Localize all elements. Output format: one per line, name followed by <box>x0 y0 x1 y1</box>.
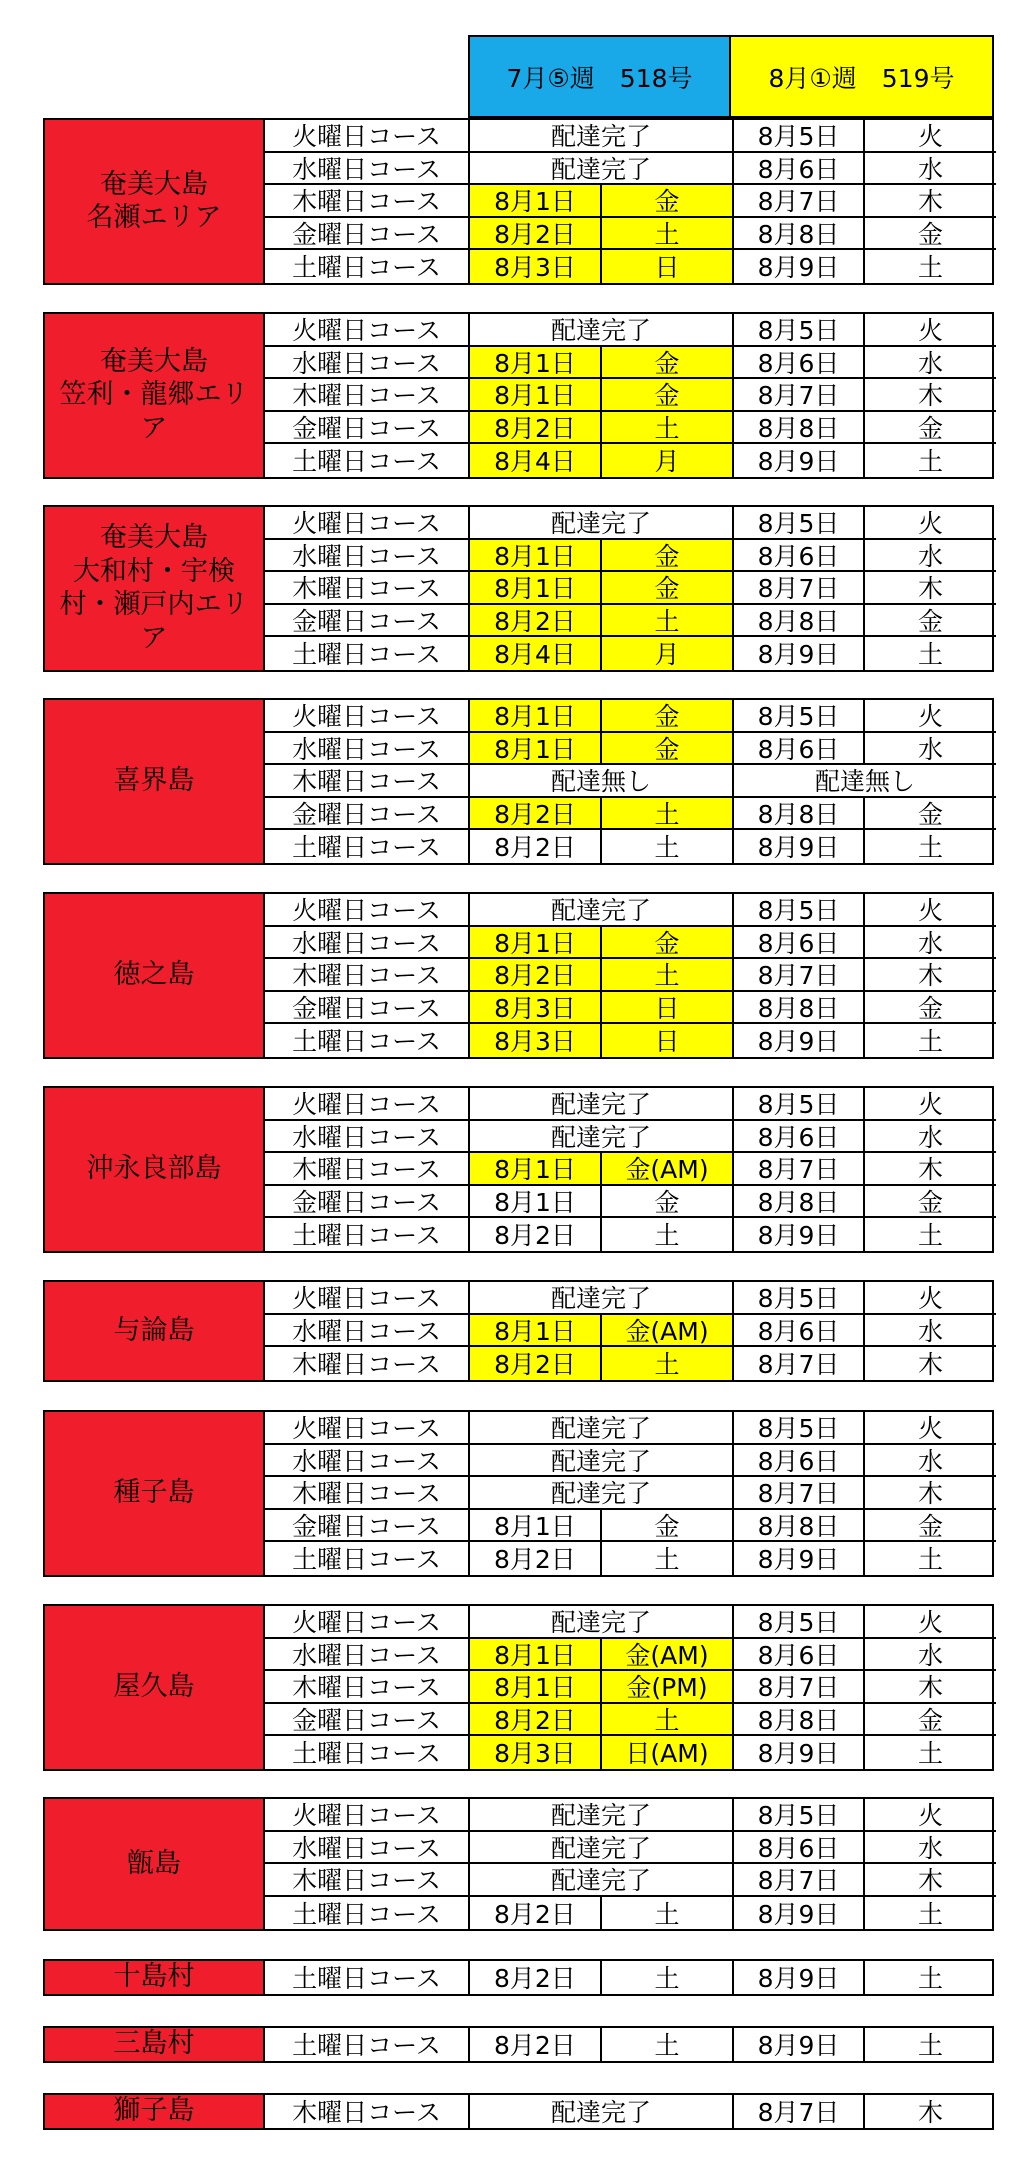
course-name: 木曜日コース <box>265 1347 470 1380</box>
date-518: 8月3日 <box>470 250 602 283</box>
date-518: 8月1日 <box>470 185 602 218</box>
day-518: 金 <box>602 927 734 960</box>
day-519: 水 <box>865 927 996 960</box>
date-519: 8月5日 <box>734 507 865 540</box>
delivery-status: 配達完了 <box>470 1282 734 1315</box>
date-519: 8月5日 <box>734 1088 865 1121</box>
date-519: 8月8日 <box>734 798 865 831</box>
delivery-status: 配達完了 <box>470 153 734 186</box>
date-519: 8月8日 <box>734 992 865 1025</box>
day-518: 日 <box>602 1024 734 1057</box>
date-519: 8月8日 <box>734 412 865 445</box>
date-519: 8月7日 <box>734 185 865 218</box>
day-519: 水 <box>865 540 996 573</box>
header-week-519: 8月①週 519号 <box>729 35 994 118</box>
course-name: 木曜日コース <box>265 959 470 992</box>
area-name: 十島村 <box>45 1961 265 1994</box>
day-519: 木 <box>865 1477 996 1510</box>
date-518: 8月2日 <box>470 830 602 863</box>
course-name: 木曜日コース <box>265 765 470 798</box>
delivery-status: 配達完了 <box>470 2095 734 2128</box>
date-518: 8月4日 <box>470 637 602 670</box>
day-519: 水 <box>865 1121 996 1154</box>
date-519: 8月6日 <box>734 1445 865 1478</box>
day-518: 土 <box>602 959 734 992</box>
date-519: 8月9日 <box>734 1897 865 1930</box>
course-name: 土曜日コース <box>265 1024 470 1057</box>
delivery-status: 配達完了 <box>470 1445 734 1478</box>
course-name: 金曜日コース <box>265 1510 470 1543</box>
course-name: 土曜日コース <box>265 637 470 670</box>
course-name: 土曜日コース <box>265 1542 470 1575</box>
day-519: 土 <box>917 253 943 283</box>
area-block <box>43 2093 994 2130</box>
course-name: 水曜日コース <box>265 1832 470 1865</box>
course-name: 火曜日コース <box>265 1088 470 1121</box>
date-518: 8月1日 <box>470 1639 602 1672</box>
day-519: 火 <box>865 1282 996 1315</box>
day-519: 木 <box>865 185 996 218</box>
date-518: 8月1日 <box>470 1671 602 1704</box>
course-name: 水曜日コース <box>265 927 470 960</box>
day-519: 木 <box>865 1153 996 1186</box>
course-name: 水曜日コース <box>265 153 470 186</box>
day-519: 水 <box>865 153 996 186</box>
date-519: 8月7日 <box>734 1671 865 1704</box>
day-518: 土 <box>602 830 734 863</box>
course-name: 土曜日コース <box>265 1961 470 1994</box>
delivery-status: 配達完了 <box>470 1412 734 1445</box>
delivery-status-519: 配達無し <box>734 765 996 798</box>
date-519: 8月9日 <box>734 1218 865 1251</box>
day-518: 日 <box>602 992 734 1025</box>
day-519: 金 <box>865 605 996 638</box>
day-519: 土 <box>917 640 943 670</box>
course-name: 土曜日コース <box>265 2028 470 2061</box>
area-name: 奄美大島 笠利・龍郷エリ ア <box>45 314 265 477</box>
course-name: 火曜日コース <box>265 120 470 153</box>
date-518: 8月1日 <box>470 379 602 412</box>
area-name: 沖永良部島 <box>45 1088 265 1251</box>
date-519: 8月7日 <box>734 572 865 605</box>
day-518: 土 <box>602 412 734 445</box>
day-518: 日 <box>602 250 734 283</box>
date-518: 8月2日 <box>470 2028 602 2061</box>
course-name: 水曜日コース <box>265 1445 470 1478</box>
course-name: 木曜日コース <box>265 1671 470 1704</box>
day-519: 木 <box>865 572 996 605</box>
day-518: 月 <box>602 444 734 477</box>
day-518: 土 <box>602 605 734 638</box>
date-518: 8月2日 <box>470 959 602 992</box>
date-518: 8月2日 <box>470 1218 602 1251</box>
area-block <box>43 1959 994 1996</box>
area-block <box>43 892 994 1059</box>
course-name: 土曜日コース <box>265 1736 470 1769</box>
course-name: 木曜日コース <box>265 572 470 605</box>
day-518: 土 <box>602 798 734 831</box>
delivery-status: 配達完了 <box>470 1088 734 1121</box>
area-name: 奄美大島 大和村・宇検 村・瀬戸内エリ ア <box>45 507 265 670</box>
course-name: 金曜日コース <box>265 605 470 638</box>
day-518: 金 <box>602 1510 734 1543</box>
date-518: 8月2日 <box>470 1961 602 1994</box>
date-519: 8月9日 <box>734 444 865 477</box>
date-519: 8月5日 <box>734 314 865 347</box>
course-name: 火曜日コース <box>265 700 470 733</box>
course-name: 木曜日コース <box>265 2095 470 2128</box>
date-519: 8月7日 <box>734 1864 865 1897</box>
day-519: 木 <box>865 1864 996 1897</box>
day-519: 土 <box>917 2031 943 2061</box>
date-519: 8月6日 <box>734 1121 865 1154</box>
course-name: 土曜日コース <box>265 1218 470 1251</box>
day-518: 金(PM) <box>602 1671 734 1704</box>
area-block <box>43 118 994 285</box>
date-519: 8月9日 <box>734 250 865 283</box>
course-name: 水曜日コース <box>265 1121 470 1154</box>
delivery-status: 配達完了 <box>470 1121 734 1154</box>
day-519: 土 <box>917 1221 943 1251</box>
date-518: 8月3日 <box>470 1736 602 1769</box>
day-518: 土 <box>602 1704 734 1737</box>
area-name: 獅子島 <box>45 2095 265 2128</box>
day-518: 土 <box>602 218 734 251</box>
date-518: 8月4日 <box>470 444 602 477</box>
day-518: 土 <box>602 1347 734 1380</box>
day-519: 土 <box>917 1739 943 1769</box>
date-519: 8月5日 <box>734 700 865 733</box>
date-518: 8月2日 <box>470 1542 602 1575</box>
date-519: 8月5日 <box>734 1799 865 1832</box>
date-519: 8月6日 <box>734 1315 865 1348</box>
date-518: 8月2日 <box>470 412 602 445</box>
day-519: 土 <box>917 1027 943 1057</box>
date-519: 8月6日 <box>734 1639 865 1672</box>
delivery-status: 配達完了 <box>470 314 734 347</box>
area-name: 徳之島 <box>45 894 265 1057</box>
area-name: 甑島 <box>45 1799 265 1929</box>
day-519: 土 <box>917 1899 943 1929</box>
day-518: 金 <box>602 540 734 573</box>
date-518: 8月2日 <box>470 605 602 638</box>
day-519: 木 <box>917 1350 943 1380</box>
date-518: 8月2日 <box>470 1897 602 1930</box>
day-519: 火 <box>865 700 996 733</box>
day-519: 火 <box>865 120 996 153</box>
day-518: 金 <box>602 1186 734 1219</box>
course-name: 金曜日コース <box>265 218 470 251</box>
day-519: 木 <box>865 959 996 992</box>
day-519: 火 <box>865 894 996 927</box>
date-518: 8月3日 <box>470 992 602 1025</box>
area-name: 奄美大島 名瀬エリア <box>45 120 265 283</box>
day-518: 金(AM) <box>602 1639 734 1672</box>
delivery-status: 配達完了 <box>470 120 734 153</box>
date-519: 8月6日 <box>734 153 865 186</box>
day-519: 金 <box>865 1704 996 1737</box>
date-518: 8月1日 <box>470 1510 602 1543</box>
day-519: 金 <box>865 992 996 1025</box>
day-519: 木 <box>865 379 996 412</box>
area-block <box>43 698 994 865</box>
course-name: 金曜日コース <box>265 992 470 1025</box>
course-name: 土曜日コース <box>265 1897 470 1930</box>
day-519: 水 <box>865 1832 996 1865</box>
date-519: 8月7日 <box>734 959 865 992</box>
day-518: 金 <box>602 185 734 218</box>
date-519: 8月9日 <box>734 1736 865 1769</box>
date-519: 8月9日 <box>734 1024 865 1057</box>
date-518: 8月1日 <box>470 927 602 960</box>
course-name: 火曜日コース <box>265 1606 470 1639</box>
date-519: 8月5日 <box>734 120 865 153</box>
day-519: 火 <box>865 507 996 540</box>
day-519: 木 <box>917 2098 943 2128</box>
day-519: 金 <box>865 218 996 251</box>
date-519: 8月8日 <box>734 605 865 638</box>
day-519: 火 <box>865 314 996 347</box>
day-519: 水 <box>865 733 996 766</box>
course-name: 水曜日コース <box>265 733 470 766</box>
date-519: 8月7日 <box>734 379 865 412</box>
course-name: 火曜日コース <box>265 1282 470 1315</box>
course-name: 土曜日コース <box>265 444 470 477</box>
area-name: 種子島 <box>45 1412 265 1575</box>
course-name: 金曜日コース <box>265 1704 470 1737</box>
day-518: 金(AM) <box>602 1153 734 1186</box>
course-name: 土曜日コース <box>265 250 470 283</box>
day-519: 金 <box>865 798 996 831</box>
date-519: 8月5日 <box>734 1606 865 1639</box>
day-518: 金 <box>602 572 734 605</box>
day-519: 火 <box>865 1088 996 1121</box>
day-518: 金 <box>602 700 734 733</box>
date-518: 8月2日 <box>470 1704 602 1737</box>
course-name: 木曜日コース <box>265 379 470 412</box>
delivery-status: 配達無し <box>470 765 734 798</box>
area-block <box>43 1797 994 1931</box>
day-519: 金 <box>865 1186 996 1219</box>
date-518: 8月1日 <box>470 1153 602 1186</box>
day-519: 水 <box>865 1639 996 1672</box>
date-519: 8月5日 <box>734 1412 865 1445</box>
day-519: 木 <box>865 1671 996 1704</box>
day-518: 土 <box>602 2028 734 2061</box>
date-519: 8月6日 <box>734 347 865 380</box>
day-519: 金 <box>865 1510 996 1543</box>
date-519: 8月9日 <box>734 1542 865 1575</box>
date-519: 8月7日 <box>734 1347 865 1380</box>
course-name: 金曜日コース <box>265 1186 470 1219</box>
area-block <box>43 1280 994 1382</box>
area-name: 三島村 <box>45 2028 265 2061</box>
day-518: 土 <box>602 1897 734 1930</box>
date-518: 8月1日 <box>470 540 602 573</box>
delivery-status: 配達完了 <box>470 1477 734 1510</box>
day-518: 土 <box>602 1542 734 1575</box>
date-518: 8月3日 <box>470 1024 602 1057</box>
header-week-518: 7月⑤週 518号 <box>468 35 731 118</box>
date-519: 8月9日 <box>734 2028 865 2061</box>
day-518: 月 <box>602 637 734 670</box>
date-518: 8月2日 <box>470 798 602 831</box>
day-518: 金(AM) <box>602 1315 734 1348</box>
day-518: 金 <box>602 347 734 380</box>
day-518: 日(AM) <box>602 1736 734 1769</box>
date-519: 8月6日 <box>734 540 865 573</box>
area-name: 喜界島 <box>45 700 265 863</box>
day-519: 水 <box>865 347 996 380</box>
course-name: 金曜日コース <box>265 798 470 831</box>
date-519: 8月9日 <box>734 637 865 670</box>
day-519: 土 <box>917 833 943 863</box>
date-519: 8月7日 <box>734 1153 865 1186</box>
course-name: 金曜日コース <box>265 412 470 445</box>
date-519: 8月6日 <box>734 927 865 960</box>
day-519: 火 <box>865 1606 996 1639</box>
day-519: 土 <box>917 1545 943 1575</box>
date-519: 8月7日 <box>734 1477 865 1510</box>
day-518: 金 <box>602 733 734 766</box>
area-block <box>43 312 994 479</box>
course-name: 水曜日コース <box>265 1639 470 1672</box>
date-518: 8月1日 <box>470 700 602 733</box>
day-518: 土 <box>602 1961 734 1994</box>
day-519: 金 <box>865 412 996 445</box>
area-block <box>43 1086 994 1253</box>
date-518: 8月2日 <box>470 218 602 251</box>
date-519: 8月9日 <box>734 830 865 863</box>
delivery-status: 配達完了 <box>470 1606 734 1639</box>
course-name: 火曜日コース <box>265 1412 470 1445</box>
course-name: 木曜日コース <box>265 1153 470 1186</box>
delivery-status: 配達完了 <box>470 1832 734 1865</box>
date-518: 8月2日 <box>470 1347 602 1380</box>
date-519: 8月5日 <box>734 1282 865 1315</box>
date-519: 8月8日 <box>734 1704 865 1737</box>
course-name: 水曜日コース <box>265 347 470 380</box>
course-name: 火曜日コース <box>265 507 470 540</box>
day-519: 水 <box>865 1315 996 1348</box>
date-518: 8月1日 <box>470 572 602 605</box>
area-block <box>43 505 994 672</box>
day-518: 金 <box>602 379 734 412</box>
day-519: 土 <box>917 1964 943 1994</box>
area-block <box>43 2026 994 2063</box>
day-519: 火 <box>865 1412 996 1445</box>
date-519: 8月9日 <box>734 1961 865 1994</box>
delivery-status: 配達完了 <box>470 1864 734 1897</box>
area-name: 屋久島 <box>45 1606 265 1769</box>
area-name: 与論島 <box>45 1282 265 1380</box>
date-519: 8月7日 <box>734 2095 865 2128</box>
date-519: 8月8日 <box>734 1186 865 1219</box>
delivery-status: 配達完了 <box>470 894 734 927</box>
course-name: 土曜日コース <box>265 830 470 863</box>
date-519: 8月8日 <box>734 1510 865 1543</box>
day-519: 土 <box>917 447 943 477</box>
course-name: 水曜日コース <box>265 1315 470 1348</box>
date-519: 8月6日 <box>734 1832 865 1865</box>
course-name: 火曜日コース <box>265 894 470 927</box>
day-519: 水 <box>865 1445 996 1478</box>
date-518: 8月1日 <box>470 347 602 380</box>
course-name: 木曜日コース <box>265 1864 470 1897</box>
date-518: 8月1日 <box>470 1315 602 1348</box>
course-name: 木曜日コース <box>265 185 470 218</box>
date-518: 8月1日 <box>470 1186 602 1219</box>
delivery-status: 配達完了 <box>470 1799 734 1832</box>
course-name: 水曜日コース <box>265 540 470 573</box>
delivery-status: 配達完了 <box>470 507 734 540</box>
day-518: 土 <box>602 1218 734 1251</box>
area-block <box>43 1410 994 1577</box>
course-name: 火曜日コース <box>265 314 470 347</box>
course-name: 木曜日コース <box>265 1477 470 1510</box>
course-name: 火曜日コース <box>265 1799 470 1832</box>
date-518: 8月1日 <box>470 733 602 766</box>
date-519: 8月5日 <box>734 894 865 927</box>
area-block <box>43 1604 994 1771</box>
date-519: 8月6日 <box>734 733 865 766</box>
date-519: 8月8日 <box>734 218 865 251</box>
day-519: 火 <box>865 1799 996 1832</box>
